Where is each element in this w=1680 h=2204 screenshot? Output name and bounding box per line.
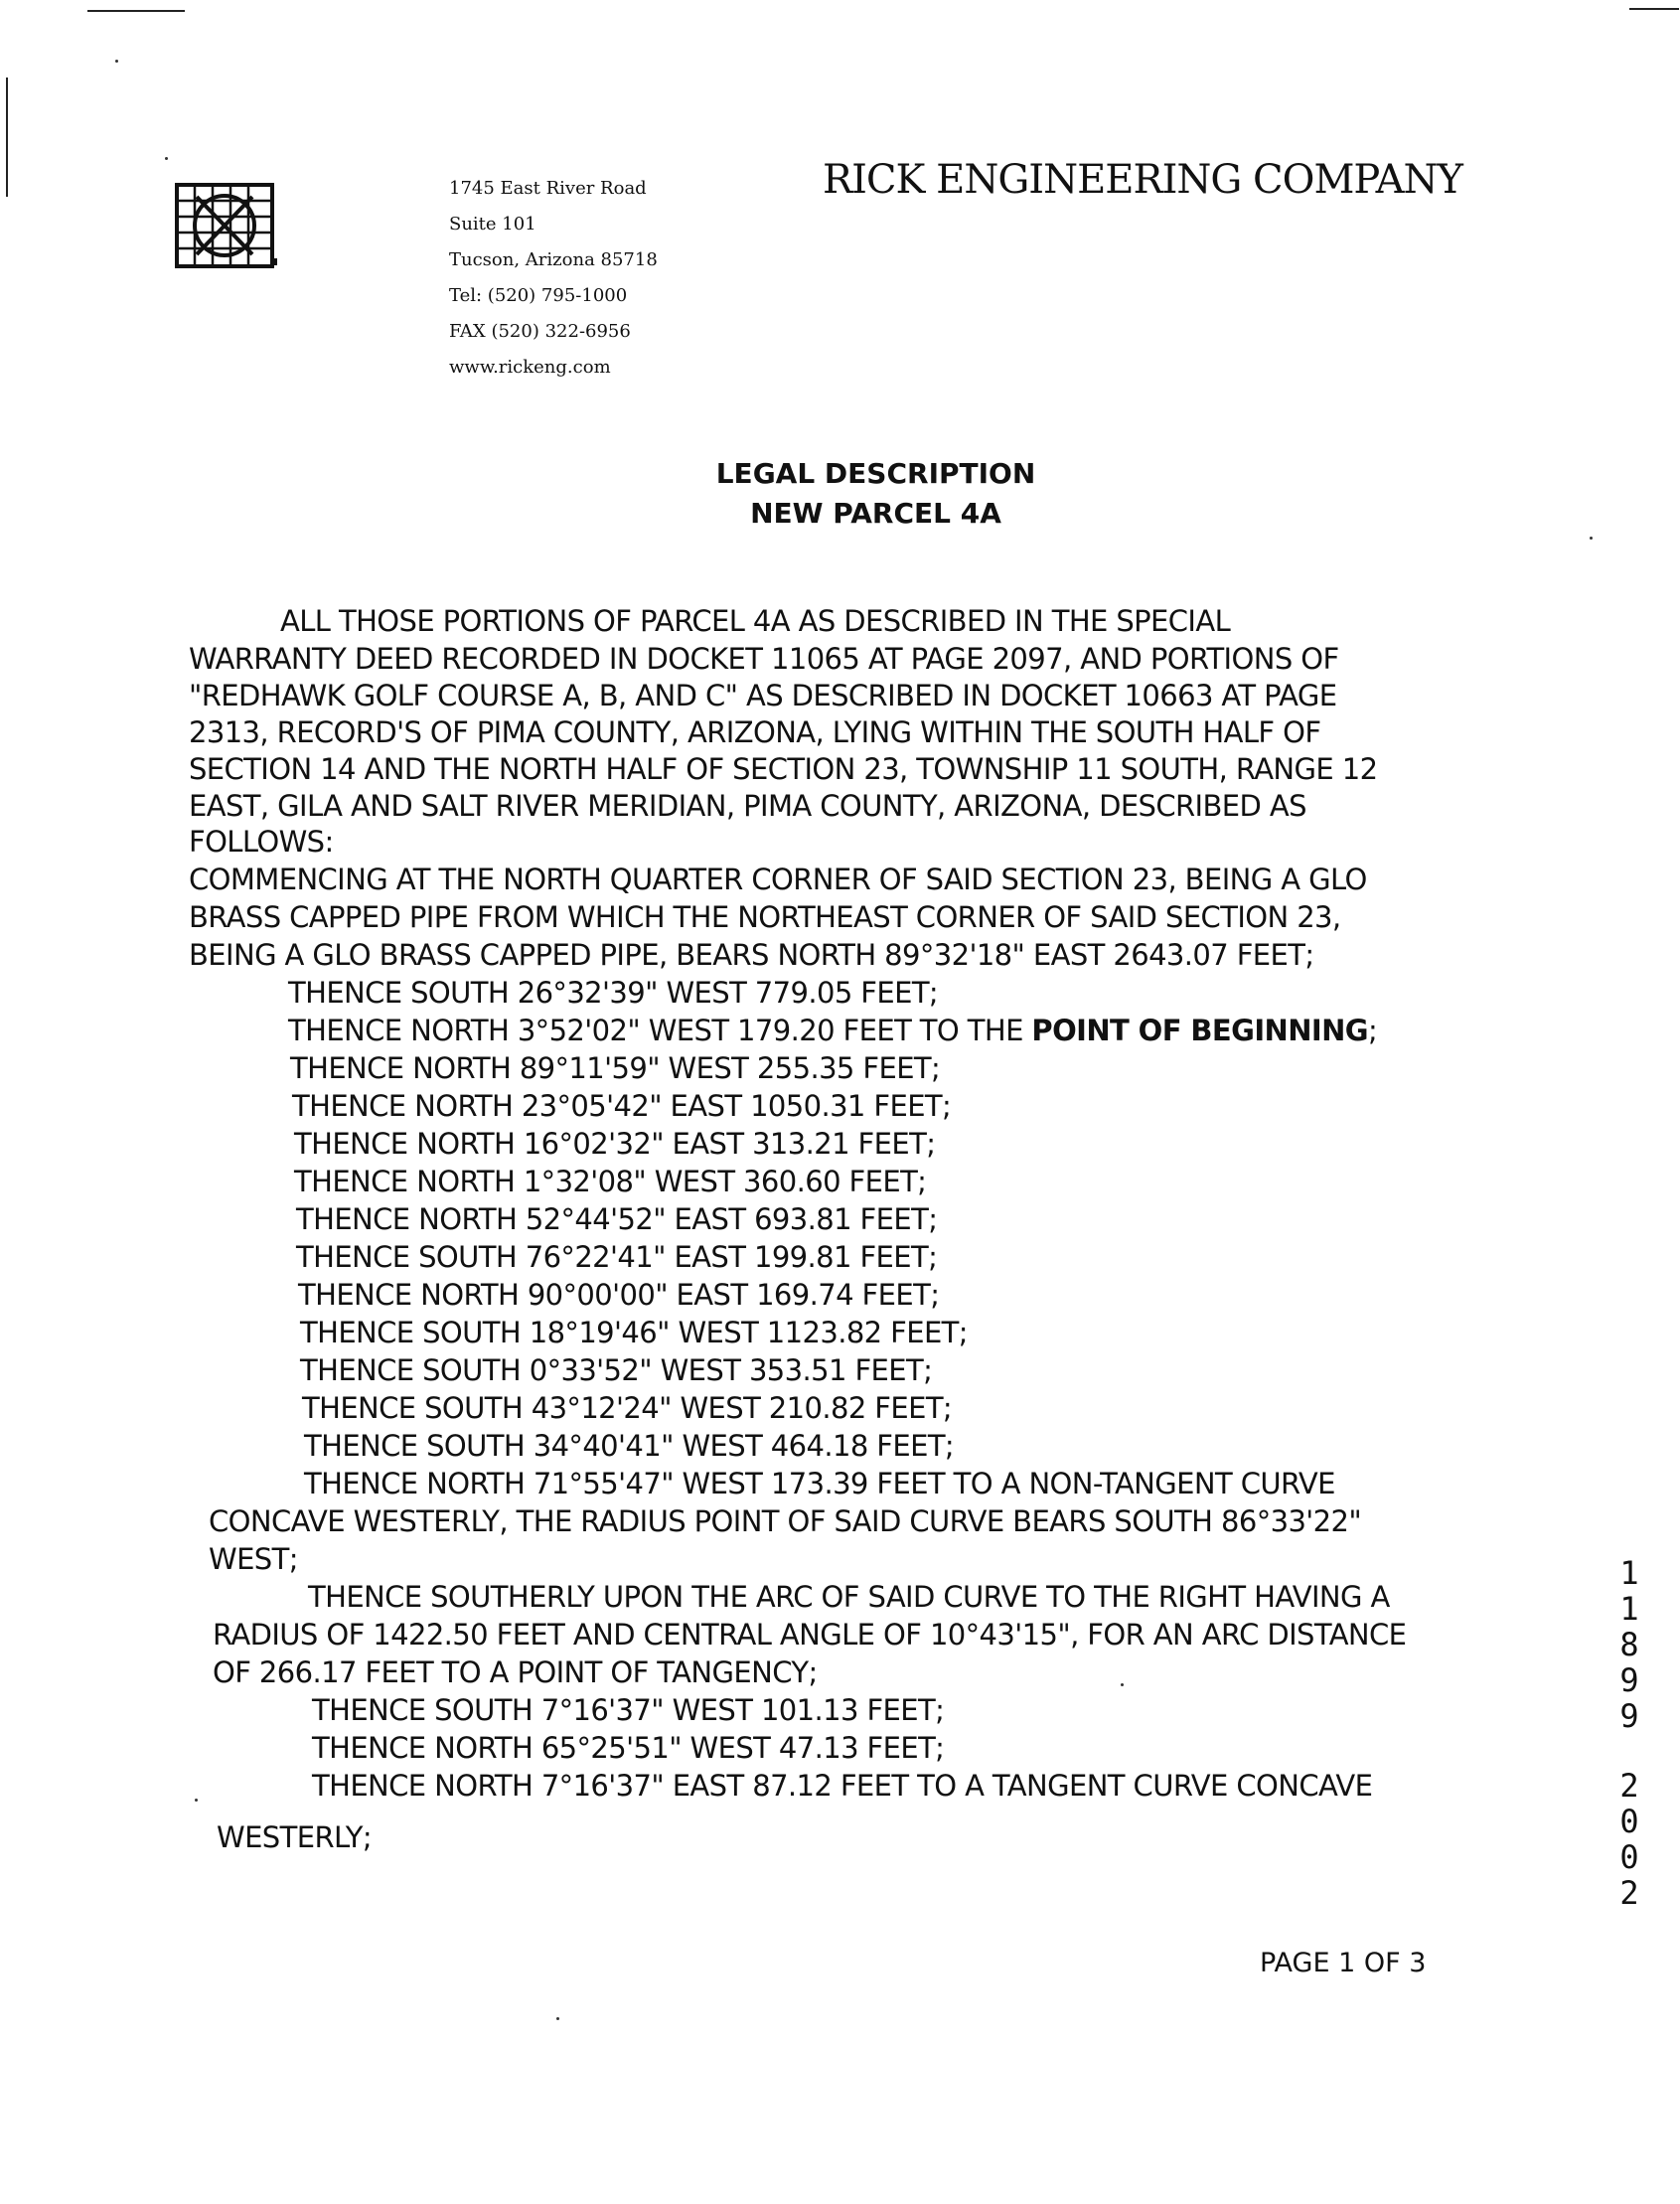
course-line: THENCE NORTH 16°02'32" EAST 313.21 FEET; [294, 1127, 936, 1161]
course-line: WESTERLY; [217, 1820, 372, 1854]
recording-digit: 1 [1619, 1590, 1639, 1628]
course-line: THENCE SOUTH 7°16'37" WEST 101.13 FEET; [312, 1693, 945, 1727]
scan-artifact-line [6, 78, 8, 197]
body-line: ALL THOSE PORTIONS OF PARCEL 4A AS DESCRIBED IN THE SPECIAL [280, 604, 1231, 638]
body-line: 2313, RECORD'S OF PIMA COUNTY, ARIZONA, LYING WITHIN THE SOUTH HALF OF [189, 715, 1321, 749]
scan-artifact-line [87, 10, 185, 12]
address-line: www.rickeng.com [449, 357, 611, 378]
grid-globe-logo-icon [175, 183, 278, 268]
scan-speck [195, 1799, 198, 1802]
arc-line: RADIUS OF 1422.50 FEET AND CENTRAL ANGLE OF 10°43'15", FOR AN ARC DISTANCE [213, 1618, 1407, 1652]
recording-digit: 8 [1619, 1626, 1639, 1663]
address-line: FAX (520) 322-6956 [449, 321, 631, 342]
address-line: Tel: (520) 795-1000 [449, 285, 628, 306]
curve-line: WEST; [209, 1542, 298, 1576]
course-line: THENCE SOUTH 76°22'41" EAST 199.81 FEET; [296, 1240, 938, 1274]
body-line: SECTION 14 AND THE NORTH HALF OF SECTION 23, TOWNSHIP 11 SOUTH, RANGE 12 [189, 752, 1378, 786]
course-line: THENCE NORTH 1°32'08" WEST 360.60 FEET; [294, 1165, 927, 1198]
course-line: THENCE NORTH 65°25'51" WEST 47.13 FEET; [312, 1731, 945, 1765]
recording-digit: 9 [1619, 1661, 1639, 1699]
recording-digit: 2 [1619, 1767, 1639, 1805]
course-line: THENCE NORTH 7°16'37" EAST 87.12 FEET TO A TANGENT CURVE CONCAVE [312, 1769, 1373, 1803]
recording-gap [1609, 1734, 1649, 1768]
arc-line: OF 266.17 FEET TO A POINT OF TANGENCY; [213, 1655, 818, 1689]
address-line: 1745 East River Road [449, 178, 647, 199]
scan-speck [1121, 1683, 1124, 1686]
course-line: THENCE NORTH 52°44'52" EAST 693.81 FEET; [296, 1202, 938, 1236]
scan-speck [115, 60, 118, 63]
curve-line: CONCAVE WESTERLY, THE RADIUS POINT OF SAID CURVE BEARS SOUTH 86°33'22" [209, 1504, 1362, 1538]
arc-line: THENCE SOUTHERLY UPON THE ARC OF SAID CURVE TO THE RIGHT HAVING A [308, 1580, 1390, 1614]
scan-speck [1590, 537, 1593, 540]
body-line: "REDHAWK GOLF COURSE A, B, AND C" AS DESCRIBED IN DOCKET 10663 AT PAGE [189, 679, 1337, 712]
page-number: PAGE 1 OF 3 [1260, 1948, 1427, 1978]
course-text: ; [1367, 1014, 1378, 1047]
course-line: THENCE NORTH 89°11'59" WEST 255.35 FEET; [290, 1051, 941, 1085]
course-line: THENCE SOUTH 18°19'46" WEST 1123.82 FEET; [300, 1316, 968, 1349]
recording-digit: 9 [1619, 1697, 1639, 1735]
course-line: THENCE SOUTH 43°12'24" WEST 210.82 FEET; [302, 1391, 953, 1425]
document-title: LEGAL DESCRIPTION [715, 457, 1036, 490]
recording-digit: 2 [1619, 1874, 1639, 1912]
address-line: Tucson, Arizona 85718 [449, 249, 658, 270]
address-line: Suite 101 [449, 214, 536, 235]
body-line: EAST, GILA AND SALT RIVER MERIDIAN, PIMA COUNTY, ARIZONA, DESCRIBED AS [189, 789, 1306, 823]
course-line [288, 1014, 1377, 1047]
document-subtitle: NEW PARCEL 4A [750, 497, 1001, 530]
recording-digit: 0 [1619, 1838, 1639, 1876]
course-line: THENCE NORTH 90°00'00" EAST 169.74 FEET; [298, 1278, 940, 1312]
course-line: THENCE SOUTH 0°33'52" WEST 353.51 FEET; [300, 1353, 933, 1387]
scan-speck [165, 157, 168, 160]
company-name: RICK ENGINEERING COMPANY [823, 157, 1462, 203]
body-line: COMMENCING AT THE NORTH QUARTER CORNER OF SAID SECTION 23, BEING A GLO [189, 863, 1367, 896]
scan-speck [556, 2017, 559, 2020]
point-of-beginning: POINT OF BEGINNING [1031, 1014, 1368, 1047]
curve-line: THENCE NORTH 71°55'47" WEST 173.39 FEET TO A NON-TANGENT CURVE [304, 1467, 1335, 1500]
recording-digit: 0 [1619, 1803, 1639, 1840]
company-address [449, 171, 658, 386]
course-line: THENCE SOUTH 26°32'39" WEST 779.05 FEET; [288, 976, 939, 1010]
body-line: BRASS CAPPED PIPE FROM WHICH THE NORTHEAST CORNER OF SAID SECTION 23, [189, 900, 1341, 934]
course-text: THENCE NORTH 3°52'02" WEST 179.20 FEET TO THE [288, 1014, 1032, 1047]
body-line: BEING A GLO BRASS CAPPED PIPE, BEARS NORTH 89°32'18" EAST 2643.07 FEET; [189, 938, 1314, 972]
recording-number [1609, 1555, 1649, 1911]
body-line: FOLLOWS: [189, 825, 334, 859]
recording-digit: 1 [1619, 1554, 1639, 1592]
course-line: THENCE NORTH 23°05'42" EAST 1050.31 FEET; [292, 1089, 952, 1123]
scan-artifact-line [1629, 8, 1679, 10]
body-line: WARRANTY DEED RECORDED IN DOCKET 11065 AT PAGE 2097, AND PORTIONS OF [189, 642, 1339, 676]
course-line: THENCE SOUTH 34°40'41" WEST 464.18 FEET; [304, 1429, 955, 1463]
